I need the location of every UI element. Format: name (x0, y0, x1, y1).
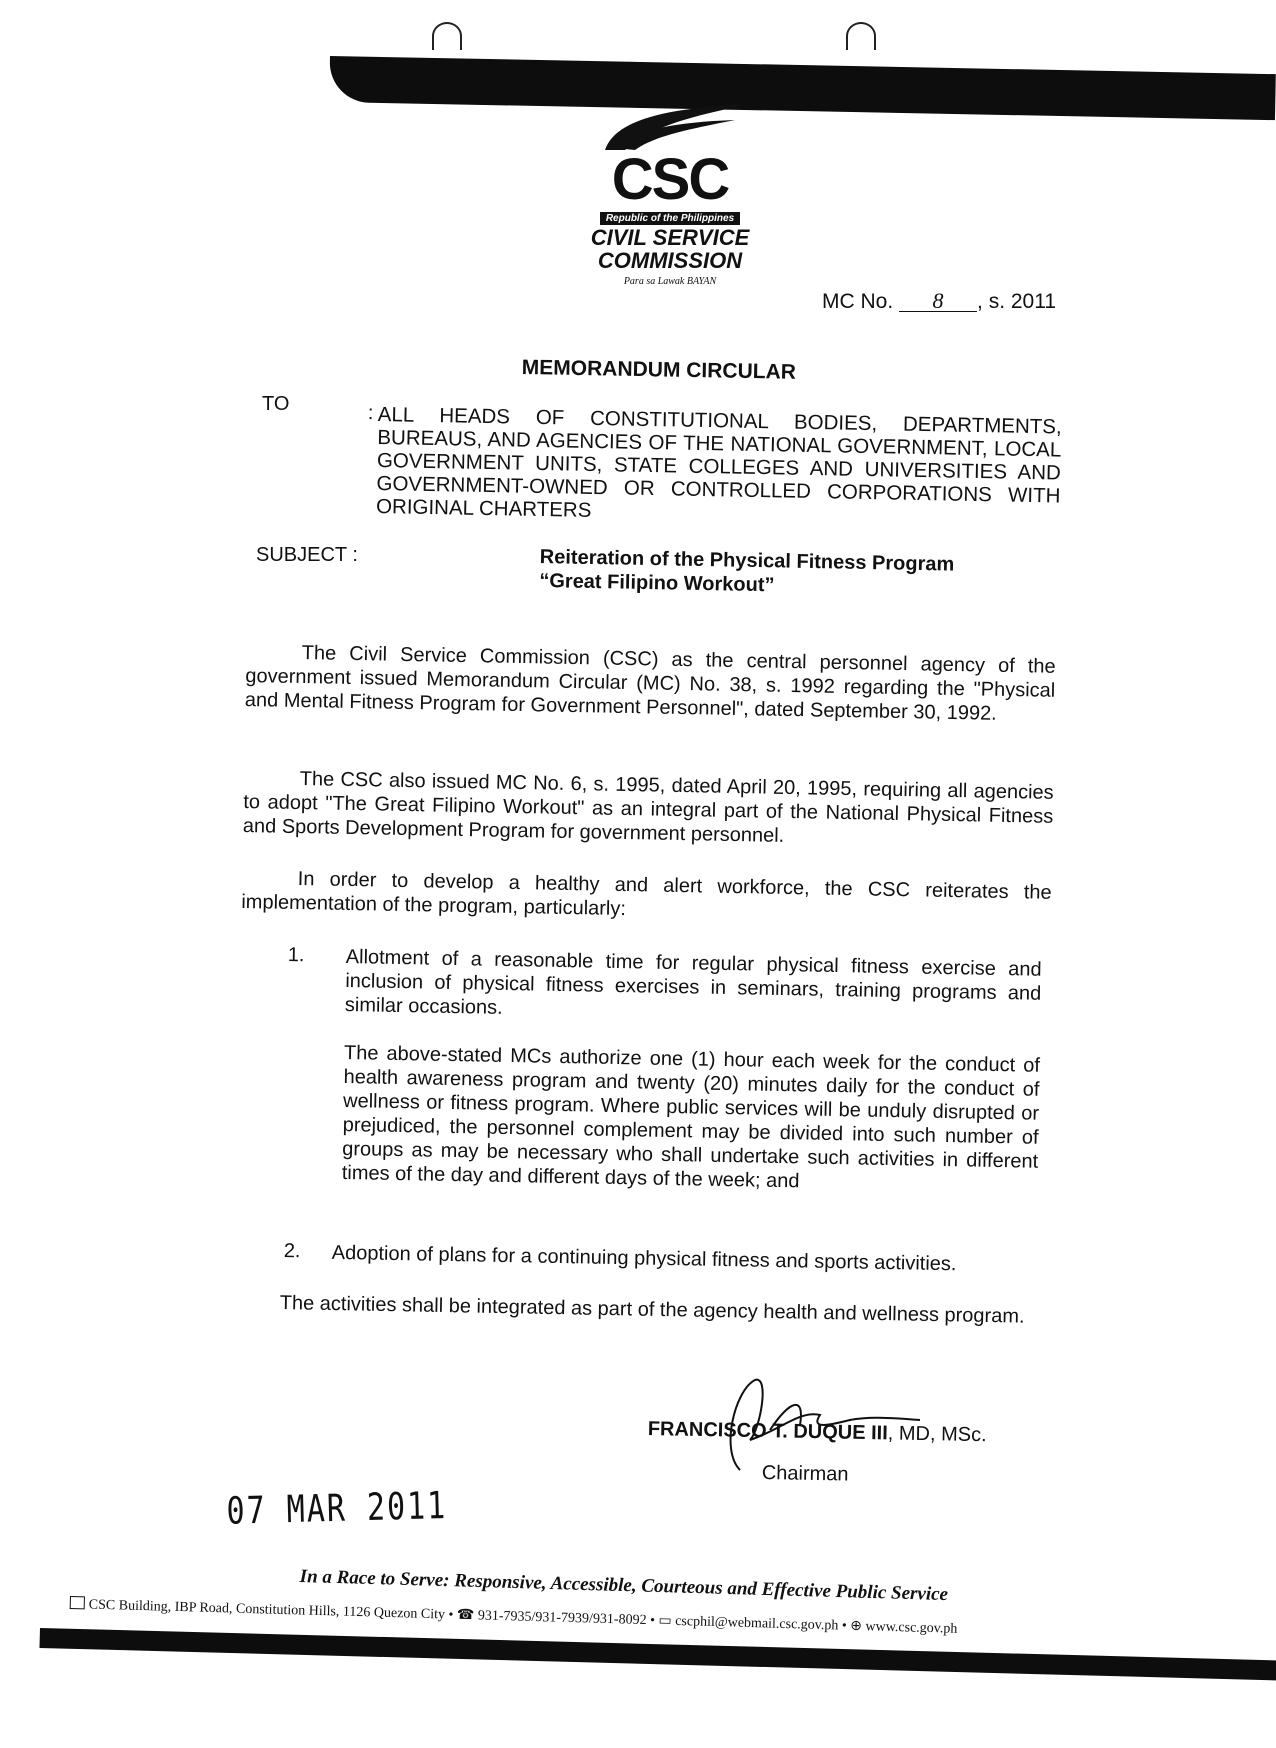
globe-icon: ⊕ (850, 1618, 863, 1635)
footer-phone: 931-7935/931-7939/931-8092 (477, 1608, 647, 1629)
list-item-2-number: 2. (283, 1239, 301, 1263)
mc-number-value: 8 (899, 291, 977, 312)
logo-wordmark: CSC (611, 147, 729, 212)
subject-label: SUBJECT : (256, 544, 358, 566)
computer-icon: ▭ (658, 1613, 672, 1629)
punch-hole-right (846, 22, 876, 50)
footer-email: cscphil@webmail.csc.gov.ph (674, 1613, 839, 1634)
paragraph-2-text: The CSC also issued MC No. 6, s. 1995, dated April 20, 1995, requiring all agencies to adopt "The Great Filipino Workout" as an integral part of the National Physical Fitness and Sports Development Program for government personnel. (242, 768, 1054, 847)
to-recipients: ALL HEADS OF CONSTITUTIONAL BODIES, DEPARTMENTS, BUREAUS, AND AGENCIES OF THE NATIONAL GOVERNMENT, LOCAL GOVERNMENT UNITS, STATE COLLEGES AND UNIVERSITIES AND GOVERNMENT-OWNED OR CONTROLLED CORPORATIONS WITH ORIGINAL CHARTERS (375, 403, 1062, 522)
footer-motto: In a Race to Serve: Responsive, Accessible, Courteous and Effective Public Service (299, 1566, 949, 1606)
paragraph-2 (243, 766, 1054, 853)
top-scan-bar (329, 56, 1276, 120)
subject-line1: Reiteration of the Physical Fitness Program (539, 545, 955, 576)
paragraph-3 (241, 866, 1052, 929)
agency-name-line2: COMMISSION (597, 248, 743, 273)
list-item-1 (286, 944, 1042, 1198)
mc-number-label: MC No. (822, 290, 894, 313)
punch-hole-left (432, 22, 462, 50)
footer-contact: CSC Building, IBP Road, Constitution Hills, 1126 Quezon City • ☎ 931-7935/931-7939/931-8092 • ▭ cscphil@webmail.csc.gov.ph • ⊕ www.csc.gov.ph (70, 1596, 958, 1638)
subject-text (539, 545, 954, 601)
signatory-title: Chairman (761, 1462, 849, 1486)
footer-address: CSC Building, IBP Road, Constitution Hills, 1126 Quezon City (88, 1597, 446, 1623)
agency-motto: Para sa Lawak BAYAN (623, 276, 717, 287)
to-label: TO (262, 393, 290, 415)
paragraph-1-text: The Civil Service Commission (CSC) as the central personnel agency of the government issued Memorandum Circular (MC) No. 38, s. 1992 regarding the "Physical and Mental Fitness Program for Government Personnel", dated September 30, 1992. (244, 642, 1056, 725)
bottom-scan-bar (39, 1628, 1276, 1680)
paragraph-1 (245, 640, 1056, 727)
paragraph-3-text: In order to develop a healthy and alert workforce, the CSC reiterates the implementation of the program, particularly: (241, 868, 1052, 921)
list-item-1-text: Allotment of a reasonable time for regular physical fitness exercise and inclusion of physical fitness exercises in seminars, training programs and similar occasions. (344, 946, 1042, 1019)
paragraph-4-text: The activities shall be integrated as part of the agency health and wellness program. (279, 1292, 1025, 1328)
agency-name-line1: CIVIL SERVICE (590, 225, 750, 250)
list-item-1-number: 1. (287, 943, 305, 967)
footer-website: www.csc.gov.ph (865, 1619, 958, 1637)
to-colon: : (367, 402, 374, 425)
subject-line2: “Great Filipino Workout” (539, 569, 775, 597)
document-title: MEMORANDUM CIRCULAR (521, 356, 797, 384)
paragraph-4 (224, 1290, 1034, 1329)
logo-swoosh-icon (585, 100, 755, 152)
signatory-name-text: FRANCISCO T. DUQUE III (647, 1418, 888, 1445)
mc-series: , s. 2011 (977, 290, 1057, 313)
signatory-credentials: , MD, MSc. (887, 1422, 987, 1447)
mc-number (822, 290, 1056, 314)
list-item-1-continuation: The above-stated MCs authorize one (1) hour each week for the conduct of health awareness program and twenty (20) minutes daily for the conduct of wellness or fitness program. Where public services will be unduly disrupted or prejudiced, the personnel complement may be divided into such number of groups as may be necessary who shall undertake such activities in different times of the day and different days of the week; and (341, 1042, 1041, 1193)
date-stamp: 07 MAR 2011 (226, 1484, 448, 1534)
list-item-2 (283, 1239, 1038, 1278)
mail-icon (70, 1596, 85, 1609)
csc-logo (585, 100, 755, 287)
republic-label: Republic of the Philippines (600, 212, 740, 225)
phone-icon: ☎ (456, 1607, 475, 1624)
list-item-2-text: Adoption of plans for a continuing physical fitness and sports activities. (331, 1241, 957, 1276)
